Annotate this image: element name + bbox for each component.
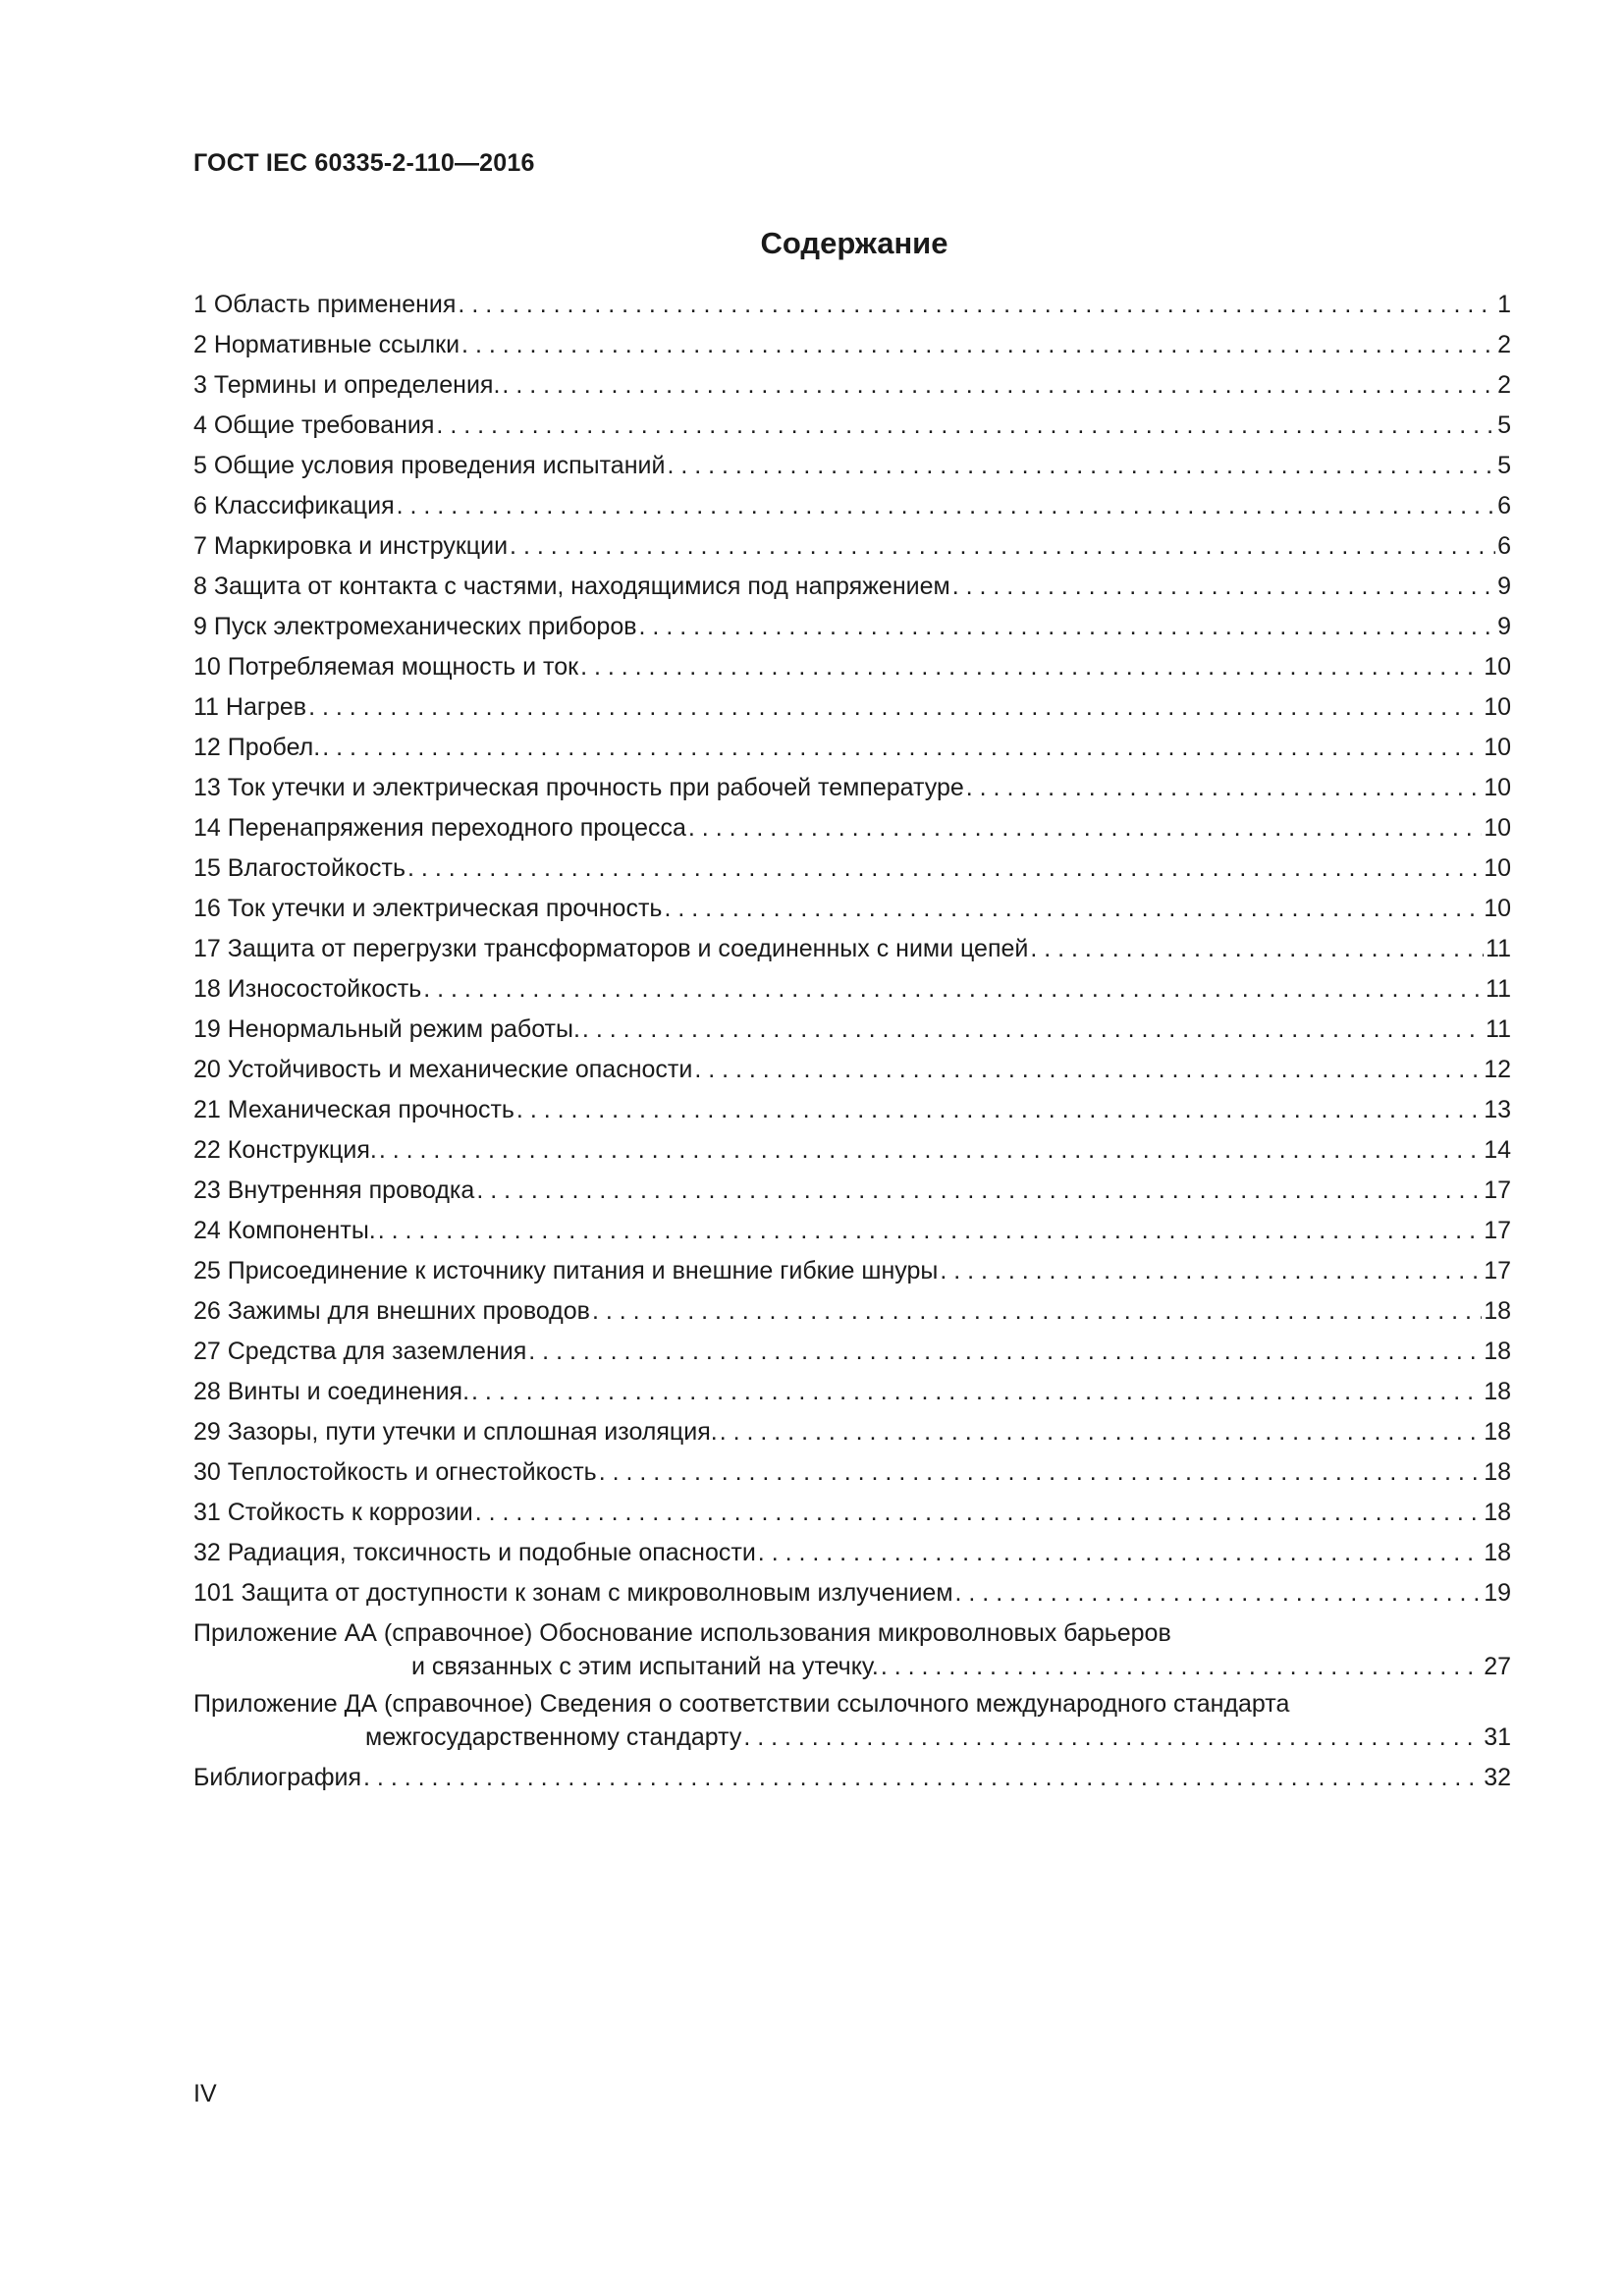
toc-entry[interactable] — [193, 687, 1511, 728]
toc-entry[interactable] — [193, 848, 1511, 889]
toc-entry-label: 28 Винты и соединения. — [193, 1378, 470, 1405]
dot-leader — [458, 285, 1495, 325]
toc-entry-page: 19 — [1484, 1579, 1511, 1607]
toc-entry-label: 26 Зажимы для внешних проводов — [193, 1297, 590, 1325]
dot-leader — [476, 1171, 1482, 1211]
toc-entry-page: 2 — [1497, 371, 1511, 399]
dot-leader — [955, 1573, 1483, 1613]
toc-entry[interactable] — [193, 1090, 1511, 1130]
toc-entry[interactable] — [193, 728, 1511, 768]
toc-entry[interactable] — [193, 1412, 1511, 1452]
toc-entry-page: 10 — [1484, 734, 1511, 761]
dot-leader — [471, 1372, 1482, 1412]
toc-entry-page: 32 — [1484, 1764, 1511, 1791]
toc-entry[interactable] — [193, 969, 1511, 1010]
toc-entry-page: 18 — [1484, 1499, 1511, 1526]
toc-entry[interactable] — [193, 1332, 1511, 1372]
dot-leader — [436, 406, 1495, 446]
toc-entry-label: 31 Стойкость к коррозии — [193, 1499, 473, 1526]
toc-entry-page: 11 — [1486, 1015, 1511, 1043]
toc-entry[interactable] — [193, 1050, 1511, 1090]
dot-leader — [720, 1412, 1482, 1452]
toc-entry[interactable] — [193, 1010, 1511, 1050]
toc-entry[interactable] — [193, 1291, 1511, 1332]
page-number: IV — [193, 2080, 217, 2107]
toc-entry-label: 15 Влагостойкость — [193, 854, 406, 882]
dot-leader — [397, 486, 1495, 526]
dot-leader — [461, 325, 1495, 365]
dot-leader — [516, 1090, 1482, 1130]
toc-entry-page: 6 — [1497, 532, 1511, 560]
toc-entry-page: 9 — [1497, 613, 1511, 640]
toc-entry[interactable] — [193, 567, 1511, 607]
toc-entry-label: 4 Общие требования — [193, 411, 435, 439]
toc-entry[interactable] — [193, 1171, 1511, 1211]
toc-entry-label: 14 Перенапряжения переходного процесса — [193, 814, 686, 842]
toc-entry[interactable] — [193, 1372, 1511, 1412]
toc-entry-page: 11 — [1486, 975, 1511, 1003]
toc-entry-label: 11 Нагрев — [193, 693, 307, 721]
dot-leader — [664, 889, 1482, 929]
dot-leader — [582, 1010, 1484, 1050]
toc-annex-title: Приложение ДА (справочное) Сведения о соответствии ссылочного международного стандарта — [193, 1690, 1290, 1718]
toc-entry-page: 11 — [1486, 935, 1511, 962]
toc-entry-label: 101 Защита от доступности к зонам с микроволновым излучением — [193, 1579, 953, 1607]
toc-entry-page: 18 — [1484, 1539, 1511, 1566]
dot-leader — [363, 1758, 1482, 1798]
document-code: ГОСТ IEC 60335-2-110—2016 — [193, 149, 535, 177]
toc-entry-label: 6 Классификация — [193, 492, 395, 519]
toc-entry-label: 17 Защита от перегрузки трансформаторов и соединенных с ними цепей — [193, 935, 1029, 962]
toc-entry[interactable] — [193, 1130, 1511, 1171]
toc-entry-page: 27 — [1484, 1653, 1511, 1680]
dot-leader — [639, 607, 1496, 647]
toc-entry-bibliography[interactable] — [193, 1758, 1511, 1798]
dot-leader — [599, 1452, 1482, 1493]
toc-entry-page: 17 — [1484, 1217, 1511, 1244]
toc-entry-label: 16 Ток утечки и электрическая прочность — [193, 895, 663, 922]
toc-entry[interactable] — [193, 526, 1511, 567]
toc-title: Содержание — [760, 226, 948, 260]
dot-leader — [378, 1211, 1482, 1251]
toc-annex-subtitle: и связанных с этим испытаний на утечку. — [411, 1653, 879, 1680]
dot-leader — [322, 728, 1482, 768]
toc-entry-page: 5 — [1497, 411, 1511, 439]
dot-leader — [592, 1291, 1482, 1332]
toc-entry-page: 18 — [1484, 1378, 1511, 1405]
toc-entry[interactable] — [193, 1533, 1511, 1573]
toc-entry-label: 27 Средства для заземления — [193, 1338, 527, 1365]
toc-entry-page: 10 — [1484, 854, 1511, 882]
toc-entry-page: 5 — [1497, 452, 1511, 479]
toc-entry-page: 10 — [1484, 774, 1511, 801]
dot-leader — [952, 567, 1495, 607]
toc-annex-title: Приложение АА (справочное) Обоснование использования микроволновых барьеров — [193, 1619, 1171, 1647]
table-of-contents — [193, 285, 1511, 1798]
toc-entry-page: 18 — [1484, 1297, 1511, 1325]
toc-entry-page: 10 — [1484, 814, 1511, 842]
toc-entry-page: 18 — [1484, 1458, 1511, 1486]
toc-entry[interactable] — [193, 325, 1511, 365]
dot-leader — [667, 446, 1495, 486]
dot-leader — [308, 687, 1482, 728]
toc-entry-label: 25 Присоединение к источнику питания и внешние гибкие шнуры — [193, 1257, 939, 1285]
dot-leader — [694, 1050, 1482, 1090]
toc-entry-page: 17 — [1484, 1176, 1511, 1204]
toc-entry-page: 17 — [1484, 1257, 1511, 1285]
toc-entry-label: 32 Радиация, токсичность и подобные опасности — [193, 1539, 756, 1566]
dot-leader — [423, 969, 1484, 1010]
toc-entry-page: 18 — [1484, 1418, 1511, 1446]
toc-entry-page: 9 — [1497, 573, 1511, 600]
toc-entry-label: 18 Износостойкость — [193, 975, 422, 1003]
toc-entry[interactable] — [193, 446, 1511, 486]
toc-entry-label: 22 Конструкция. — [193, 1136, 377, 1164]
toc-entry-label: 23 Внутренняя проводка — [193, 1176, 475, 1204]
toc-entry[interactable] — [193, 607, 1511, 647]
toc-annex-subtitle-row — [193, 1721, 1511, 1754]
toc-annex-subtitle-row — [193, 1650, 1511, 1683]
toc-entry-label: 7 Маркировка и инструкции — [193, 532, 509, 560]
dot-leader — [881, 1650, 1482, 1683]
toc-entry[interactable] — [193, 647, 1511, 687]
toc-entry[interactable] — [193, 1573, 1511, 1613]
toc-entry-label: 9 Пуск электромеханических приборов — [193, 613, 637, 640]
toc-annex-subtitle: межгосударственному стандарту — [365, 1723, 742, 1751]
toc-entry-label: 8 Защита от контакта с частями, находящимися под напряжением — [193, 573, 950, 600]
toc-entry-page: 12 — [1484, 1056, 1511, 1083]
toc-entry[interactable] — [193, 1211, 1511, 1251]
toc-entry[interactable] — [193, 285, 1511, 325]
dot-leader — [966, 768, 1482, 808]
toc-entry-page: 2 — [1497, 331, 1511, 358]
toc-entry-label: 10 Потребляемая мощность и ток — [193, 653, 579, 681]
toc-entry[interactable] — [193, 406, 1511, 446]
toc-entry-page: 10 — [1484, 895, 1511, 922]
dot-leader — [528, 1332, 1482, 1372]
toc-entry-label: 21 Механическая прочность — [193, 1096, 514, 1123]
toc-entry-page: 18 — [1484, 1338, 1511, 1365]
toc-entry-label: 12 Пробел. — [193, 734, 321, 761]
dot-leader — [1030, 929, 1484, 969]
dot-leader — [379, 1130, 1482, 1171]
toc-entry[interactable] — [193, 1251, 1511, 1291]
toc-entry[interactable] — [193, 1493, 1511, 1533]
toc-entry-label: 5 Общие условия проведения испытаний — [193, 452, 666, 479]
toc-entry-label: 2 Нормативные ссылки — [193, 331, 460, 358]
toc-entry-page: 13 — [1484, 1096, 1511, 1123]
toc-entry[interactable] — [193, 808, 1511, 848]
dot-leader — [743, 1721, 1482, 1754]
toc-entry-label: Библиография — [193, 1764, 362, 1791]
dot-leader — [502, 365, 1495, 406]
toc-entry-label: 20 Устойчивость и механические опасности — [193, 1056, 693, 1083]
toc-entry-label: 13 Ток утечки и электрическая прочность при рабочей температуре — [193, 774, 964, 801]
toc-entry-label: 3 Термины и определения. — [193, 371, 501, 399]
toc-entry-page: 10 — [1484, 693, 1511, 721]
dot-leader — [475, 1493, 1482, 1533]
toc-entry-page: 1 — [1497, 291, 1511, 318]
toc-entry-page: 14 — [1484, 1136, 1511, 1164]
dot-leader — [758, 1533, 1482, 1573]
toc-entry-page: 10 — [1484, 653, 1511, 681]
toc-entry-page: 6 — [1497, 492, 1511, 519]
toc-entry-label: 19 Ненормальный режим работы. — [193, 1015, 580, 1043]
toc-entry-label: 30 Теплостойкость и огнестойкость — [193, 1458, 597, 1486]
toc-annex-entry[interactable] — [193, 1616, 1511, 1683]
toc-entry[interactable] — [193, 929, 1511, 969]
dot-leader — [580, 647, 1482, 687]
dot-leader — [510, 526, 1495, 567]
toc-entry[interactable] — [193, 1452, 1511, 1493]
dot-leader — [688, 808, 1482, 848]
toc-entry[interactable] — [193, 889, 1511, 929]
toc-entry-label: 24 Компоненты. — [193, 1217, 376, 1244]
dot-leader — [407, 848, 1482, 889]
toc-entry[interactable] — [193, 365, 1511, 406]
toc-entry[interactable] — [193, 768, 1511, 808]
toc-entry-label: 29 Зазоры, пути утечки и сплошная изоляция. — [193, 1418, 718, 1446]
dot-leader — [940, 1251, 1482, 1291]
toc-entry-label: 1 Область применения — [193, 291, 457, 318]
toc-annex-entry[interactable] — [193, 1687, 1511, 1754]
toc-entry-page: 31 — [1484, 1723, 1511, 1751]
toc-entry[interactable] — [193, 486, 1511, 526]
